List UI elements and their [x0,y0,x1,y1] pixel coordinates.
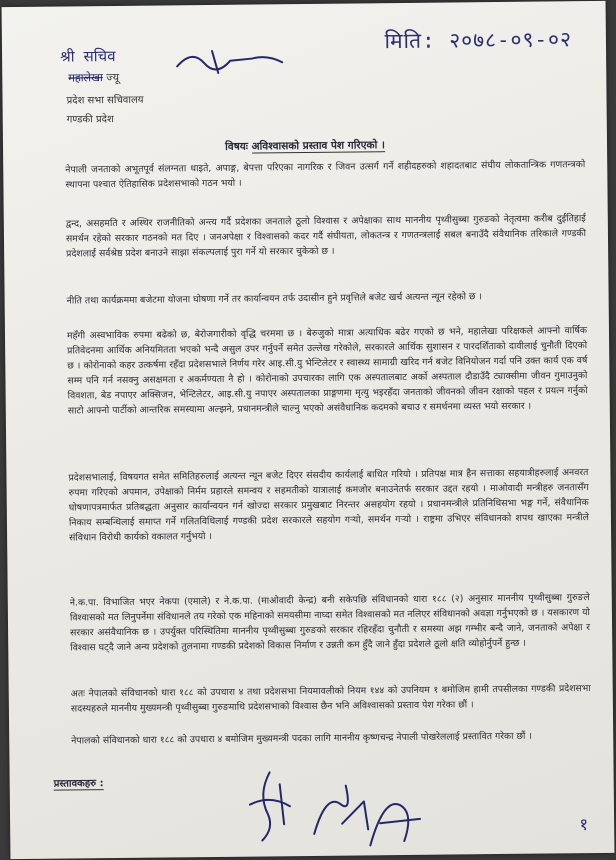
header-signature-mark [172,40,292,81]
paragraph-5: प्रदेशसभालाई, विषयगत समेत समितिहरुलाई अत्यन्त न्यून बजेट दिएर संसदीय कार्यलाई बाधित गरियो । प्रतिपक्ष मात्र हैन सत्ताका सहयात्रीहरुलाई अनवरत रुपमा गरिएको अपमान, उपेक्षाको निर्मम प्रहारले समन्वय र सहमतीको यात्रालाई कमजोर बनाउनेतर्फ सरकार उद्दत रहयो । माओवादी मन्त्रीहरु जनतासँग घोषणापत्रमार्फत प्रतिबद्धता अनुसार कार्यान्वयन गर्न खोज्दा सरकार प्रमुखबाट निरन्तर असहयोग रहयो । प्रधानमन्त्रीले प्रतिनिधिसभा भङ्ग गर्ने, संवैधानिक निकाय सम्बन्धिलाई समाप्त गर्ने गलितविधिलाई गण्डकी प्रदेश सरकारले सहयोग गऱ्यो, समर्थन गऱ्यो । राष्ट्रमा उभिएर संविधानको शपथ खाएका मन्त्रीले संविधान विरोधी कार्यको वकालत गर्नुभयो । [68,467,589,544]
signature-3 [360,783,431,854]
date-line: मिति: २०७८-०९-०२ [384,27,573,54]
salutation-suffix: ज्यू [106,70,120,85]
document-page [2,1,615,859]
subject-prefix: विषयः [225,140,249,153]
paragraph-7: अतः नेपालको संविधानको धारा १८८ को उपधारा ४ तथा प्रदेशसभा नियमावलीको नियम १४४ को उपनियम १ बमोजिम हामी तपसीलका गण्डकी प्रदेशसभा सदस्यहरुले माननीय मुख्यमन्त्री पृथ्वीसुब्बा गुरुङमाथि प्रदेशसभाको विश्वास छैन भनि अविश्वासको प्रस्ताव पेश गरेका छौं । [70,683,591,715]
proposer-label: प्रस्तावकहरु : [54,775,104,791]
paragraph-6: ने.क.पा. विभाजित भएर नेकपा (एमाले) र ने.क.पा. (माओवादी केन्द्र) बनी सकेपछि संविधानको धारा १८८ (२) अनुसार माननीय पृथ्वीसुब्बा गुरुङले विश्वासको मत लिनुपर्नेमा संविधानले तय गरेको एक महिनाको समयसीमा नाघ्दा समेत विश्वासको मत नलिएर संविधानको अवज्ञा गर्नुभएको छ । यसकारण यो सरकार असंवैधानिक छ । उपर्युक्त परिस्थितिमा माननीय पृथ्वीसुब्बा गुरुङको सरकार रहिरहँदा चुनौती र समस्या अझ गम्भीर बन्दै जाने, जनताको अपेक्षा र विश्वास घट्दै जाने अन्य प्रदेशको तुलनामा गण्डकी प्रदेशको विकास निर्माण र उन्नती कम हुँदै जाने हुँदा प्रदेशले ठूलो क्षति व्योहोर्नुपर्ने हुन्छ । [69,592,591,654]
address-line-2: गण्डकी प्रदेश [66,114,114,126]
paragraph-1: नेपाली जनताको अभूतपूर्व संलग्नता धाइते, अपाङ्ग, बेपत्ता परिएका नागरिक र जिवन उत्सर्ग गर्ने शहीदहरुको शहादतबाट संघीय लोकतान्त्रिक गणतन्त्रको स्थापना पश्चात ऐतिहासिक प्रदेशसभाको गठन भयो । [65,159,586,191]
subject-line [3,136,607,156]
page-number: १ [579,815,589,836]
address-line-1: प्रदेश सभा सचिवालय [66,94,144,107]
subject-text: अविश्वासको प्रस्ताव पेश गरिएको । [251,139,385,153]
salutation-sub [68,70,119,86]
paragraph-3: नीति तथा कार्यक्रममा बजेटमा योजना घोषणा गर्ने तर कार्यान्वयन तर्फ उदासीन हुने प्रवृत्तिले बजेट खर्च अत्यन्त न्यून रहेको छ । [66,291,483,307]
salutation-strike: महालेखा [68,71,103,85]
paragraph-4: महँगी अस्वभाविक रुपमा बढेको छ, बेरोजगारीको वृद्धि चरममा छ । बेरुजुको मात्रा अत्याधिक बढेर गएको छ भने, महालेखा परिक्षकले आफ्नो वार्षिक प्रतिवेदनमा आर्थिक अनियमितता भएको भन्दै असुल उपर गर्नुपर्ने समेत उल्लेख गरेकोले, सरकारले आर्थिक सुशासन र पारदर्शिताको दावीलाई चुनौती दिएको छ । कोरोनाको कहर उत्कर्षमा रहँदा प्रदेशसभाले निर्णय गरेर आइ.सी.यु भेन्टिलेटर र स्वास्थ्य सामाग्री खरिद गर्न बजेट विनियोजन गर्दा पनि उक्त कार्य एक वर्ष सम्म पनि गर्न नसक्नु असक्षमता र अकर्मण्यता नै हो । कोरोनाको उपचारका लागि एक अस्पतालबाट अर्को अस्पताल दौडाउँदै ट्याक्सीमा जीवन गुमाउनुको विवशता, बेड नपाएर अक्सिजन, भेन्टिलेटर, आइ.सी.यु नपाएर अस्पतालका प्राङ्गणमा मृत्यु भइरहँदा जनताको जीवनको जीवन रक्षाको पहल र प्रयत्न गर्नुको साटो आफ्नो पार्टीको आन्तरिक समस्यामा अल्झने, प्रधानमन्त्रीले चाल्नु भएको असंवैधानिक कदमको बचाउ र समर्थनमा व्यस्त भयो सरकार । [66,325,588,417]
paragraph-2: द्वन्द, असहमति र अस्थिर राजनीतिको अन्त्य गर्दै प्रदेशका जनताले ठूलो विश्वास र अपेक्षाका साथ माननीय पृथ्वीसुब्बा गुरुङको नेतृत्वमा करीब दुईतिहाई समर्थन रहेको सरकार गठनको मत दिए । जनअपेक्षा र विश्वासको कदर गर्दै संघीयता, लोकतन्त्र र गणतन्त्रलाई सबल बनाउँदै संवैधानिक तरिकाले गण्डकी प्रदेशलाई सर्वश्रेष्ठ प्रदेश बनाउने साझा संकल्पलाई पुरा गर्ने यो सरकार चुकेको छ । [65,213,587,260]
paragraph-8: नेपालको संविधानको धारा १८८ को उपधारा ४ बमोजिम मुख्यमन्त्री पदका लागि माननीय कृष्णचन्द्र नेपाली पोखरेललाई प्रस्तावित गरेका छौं । [71,730,532,747]
salutation: श्री सचिव [59,46,116,66]
